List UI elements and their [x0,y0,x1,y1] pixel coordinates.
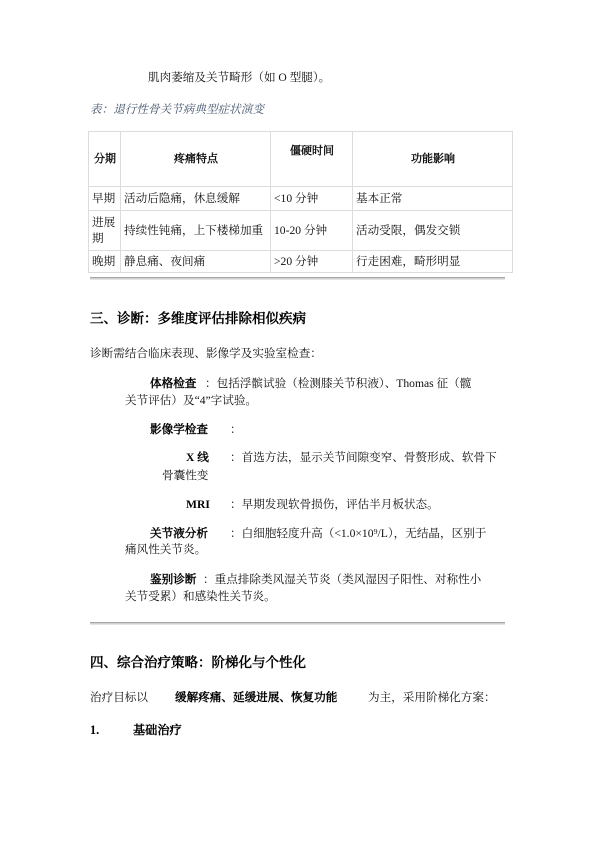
imaging-label: 影像学检查 [150,423,208,436]
stiffness-cell: 10-20 分钟 [271,211,353,251]
table-row [89,251,513,273]
physical-exam-label: 体格检查 [150,377,197,390]
differential-label: 鉴别诊断 [150,573,197,586]
step-number: 1. [90,723,100,737]
section-divider [90,622,505,625]
section-divider [90,277,505,280]
stiffness-cell: >20 分钟 [271,251,353,273]
table-row [89,187,513,211]
header-function: 功能影响 [353,132,513,187]
xray-label: X 线 [186,451,209,464]
function-cell: 活动受限，偶发交锁 [353,211,513,251]
pain-cell: 活动后隐痛，休息缓解 [121,187,271,211]
symptom-table [88,131,513,273]
table-row [89,211,513,251]
stage-cell: 早期 [89,187,121,211]
treatment-goal-suffix: 为主，采用阶梯化方案： [368,691,496,704]
header-pain: 疼痛特点 [121,132,271,187]
stiffness-cell: <10 分钟 [271,187,353,211]
synovial-fluid-label: 关节液分析 [150,527,208,540]
header-stage: 分期 [89,132,121,187]
xray-text-cont: 骨囊性变 [162,469,209,482]
intro-line: 肌肉萎缩及关节畸形（如 O 型腿）。 [148,71,331,84]
header-stiffness: 僵硬时间 [271,132,353,187]
synovial-fluid-text: ：白细胞轻度升高（<1.0×10⁹/L），无结晶，区别于 [230,527,487,540]
physical-exam-text: ：包括浮髌试验（检测膝关节积液）、Thomas 征（髋 [205,377,472,390]
synovial-fluid-text-cont: 痛风性关节炎。 [125,543,207,556]
function-cell: 基本正常 [353,187,513,211]
table-header-row [89,132,513,187]
differential-text: ：重点排除类风湿关节炎（类风湿因子阳性、对称性小 [203,573,482,586]
treatment-heading: 四、综合治疗策略：阶梯化与个性化 [90,655,306,670]
pain-cell: 静息痛、夜间痛 [121,251,271,273]
physical-exam-text-cont: 关节评估）及“4”字试验。 [125,394,258,407]
treatment-goal-prefix: 治疗目标以 [90,691,148,704]
table-caption: 表：退行性骨关节病典型症状演变 [90,103,264,116]
function-cell: 行走困难，畸形明显 [353,251,513,273]
imaging-text: ： [230,423,242,436]
mri-label: MRI [186,498,210,511]
differential-text-cont: 关节受累）和感染性关节炎。 [125,590,276,603]
xray-text: ：首选方法，显示关节间隙变窄、骨赘形成、软骨下 [230,451,497,464]
step-title: 基础治疗 [133,723,182,737]
treatment-goal-emphasis: 缓解疼痛、延缓进展、恢复功能 [175,691,338,704]
stage-cell: 晚期 [89,251,121,273]
mri-text: ：早期发现软骨损伤，评估半月板状态。 [230,498,439,511]
diagnosis-heading: 三、诊断：多维度评估排除相似疾病 [90,311,306,326]
stage-cell: 进展期 [89,211,121,251]
diagnosis-intro: 诊断需结合临床表现、影像学及实验室检查： [90,347,322,360]
pain-cell: 持续性钝痛，上下楼梯加重 [121,211,271,251]
